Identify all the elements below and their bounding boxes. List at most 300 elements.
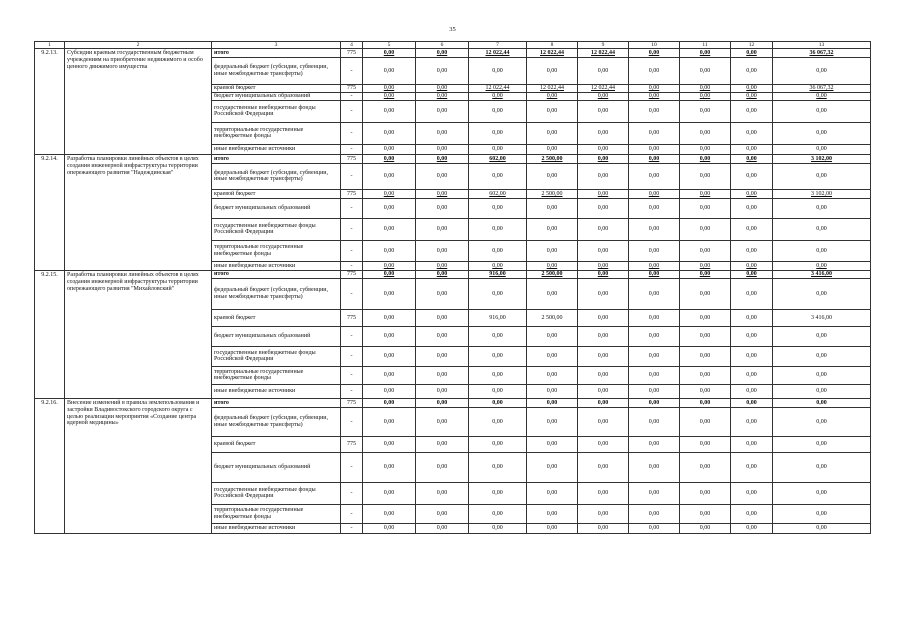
amount-cell: 0,00 [527,346,578,366]
amount-cell: 0,00 [773,58,871,85]
amount-cell: 0,00 [363,218,416,240]
amount-cell: 0,00 [363,398,416,407]
amount-cell: 0,00 [469,100,527,122]
budget-code: 775 [341,189,363,198]
amount-cell: 0,00 [629,163,680,189]
amount-cell: 0,00 [773,523,871,533]
amount-cell: 0,00 [680,218,731,240]
budget-code: - [341,93,363,101]
amount-cell: 0,00 [773,261,871,270]
amount-cell: 0,00 [527,100,578,122]
column-number: 10 [629,42,680,49]
amount-cell: 0,00 [578,523,629,533]
budget-table [34,41,871,534]
amount-cell: 0,00 [680,270,731,278]
amount-cell: 0,00 [363,198,416,218]
amount-cell: 0,00 [416,49,469,58]
funding-source: итого [212,154,341,163]
amount-cell: 0,00 [731,384,773,398]
amount-cell: 0,00 [731,198,773,218]
amount-cell: 0,00 [469,240,527,261]
amount-cell: 0,00 [629,326,680,346]
budget-code: - [341,482,363,504]
amount-cell: 0,00 [469,198,527,218]
funding-source: бюджет муниципальных образований [212,326,341,346]
amount-cell: 0,00 [629,58,680,85]
amount-cell: 0,00 [629,218,680,240]
column-number: 2 [65,42,212,49]
amount-cell: 0,00 [629,366,680,384]
amount-cell: 0,00 [680,482,731,504]
amount-cell: 916,00 [469,270,527,278]
amount-cell: 0,00 [731,93,773,101]
column-number: 12 [731,42,773,49]
amount-cell: 0,00 [416,278,469,309]
amount-cell: 0,00 [469,523,527,533]
amount-cell: 0,00 [578,189,629,198]
amount-cell: 0,00 [416,154,469,163]
amount-cell: 0,00 [680,309,731,326]
table-row [35,49,871,58]
amount-cell: 0,00 [629,504,680,523]
funding-source: иные внебюджетные источники [212,144,341,154]
amount-cell: 0,00 [680,504,731,523]
amount-cell: 0,00 [578,270,629,278]
amount-cell: 0,00 [578,384,629,398]
amount-cell: 0,00 [773,436,871,452]
amount-cell: 0,00 [731,261,773,270]
amount-cell: 0,00 [578,198,629,218]
amount-cell: 0,00 [731,436,773,452]
item-name: Внесение изменений в правила землепользования и застройки Владивостокского городского округа с целью реализации мероприятия «Создание центра ядерной медицины» [65,398,212,533]
amount-cell: 0,00 [731,163,773,189]
amount-cell: 0,00 [416,398,469,407]
amount-cell: 0,00 [363,261,416,270]
amount-cell: 0,00 [773,407,871,436]
amount-cell: 0,00 [731,240,773,261]
amount-cell: 0,00 [469,144,527,154]
amount-cell: 0,00 [578,366,629,384]
budget-code: - [341,504,363,523]
amount-cell: 0,00 [469,278,527,309]
amount-cell: 0,00 [578,346,629,366]
amount-cell: 0,00 [578,278,629,309]
funding-source: государственные внебюджетные фонды Российской Федерации [212,346,341,366]
amount-cell: 0,00 [527,144,578,154]
amount-cell: 0,00 [680,85,731,93]
amount-cell: 2 500,00 [527,154,578,163]
amount-cell: 0,00 [363,100,416,122]
budget-code: 775 [341,309,363,326]
amount-cell: 0,00 [527,482,578,504]
amount-cell: 0,00 [680,163,731,189]
amount-cell: 0,00 [629,49,680,58]
column-number: 7 [469,42,527,49]
amount-cell: 0,00 [680,100,731,122]
amount-cell: 0,00 [629,407,680,436]
amount-cell: 0,00 [363,93,416,101]
amount-cell: 0,00 [629,100,680,122]
amount-cell: 0,00 [416,261,469,270]
amount-cell: 0,00 [578,58,629,85]
table-row [35,398,871,407]
amount-cell: 0,00 [773,366,871,384]
amount-cell: 0,00 [416,309,469,326]
amount-cell: 0,00 [680,261,731,270]
amount-cell: 0,00 [469,504,527,523]
budget-code: 775 [341,85,363,93]
amount-cell: 0,00 [680,189,731,198]
column-number: 1 [35,42,65,49]
column-number: 5 [363,42,416,49]
budget-code: 775 [341,398,363,407]
amount-cell: 0,00 [363,189,416,198]
column-number: 13 [773,42,871,49]
amount-cell: 0,00 [363,85,416,93]
amount-cell: 0,00 [416,93,469,101]
amount-cell: 0,00 [363,49,416,58]
amount-cell: 0,00 [731,452,773,482]
amount-cell: 0,00 [469,58,527,85]
amount-cell: 0,00 [527,436,578,452]
amount-cell: 12 022,44 [469,85,527,93]
amount-cell: 0,00 [773,198,871,218]
amount-cell: 0,00 [469,346,527,366]
amount-cell: 0,00 [629,261,680,270]
amount-cell: 3 416,00 [773,270,871,278]
amount-cell: 0,00 [578,144,629,154]
budget-code: - [341,122,363,144]
amount-cell: 0,00 [629,309,680,326]
item-number: 9.2.15. [35,270,65,398]
amount-cell: 0,00 [680,240,731,261]
table-row [35,270,871,278]
amount-cell: 0,00 [416,198,469,218]
budget-code: 775 [341,154,363,163]
amount-cell: 0,00 [416,85,469,93]
funding-source: иные внебюджетные источники [212,261,341,270]
amount-cell: 0,00 [731,270,773,278]
amount-cell: 0,00 [363,504,416,523]
amount-cell: 0,00 [527,366,578,384]
amount-cell: 0,00 [363,384,416,398]
amount-cell: 0,00 [629,240,680,261]
budget-code: - [341,240,363,261]
amount-cell: 0,00 [773,346,871,366]
budget-code: - [341,452,363,482]
amount-cell: 0,00 [363,452,416,482]
amount-cell: 0,00 [578,398,629,407]
amount-cell: 0,00 [527,198,578,218]
amount-cell: 0,00 [773,452,871,482]
amount-cell: 0,00 [363,346,416,366]
amount-cell: 0,00 [416,504,469,523]
amount-cell: 0,00 [363,240,416,261]
amount-cell: 0,00 [363,326,416,346]
amount-cell: 0,00 [363,407,416,436]
amount-cell: 0,00 [680,407,731,436]
amount-cell: 0,00 [416,122,469,144]
budget-code: - [341,100,363,122]
amount-cell: 0,00 [527,122,578,144]
amount-cell: 0,00 [578,407,629,436]
item-name: Разработка планировки линейных объектов в целях создания инженерной инфраструктуры территории опережающего развития "Михайловский" [65,270,212,398]
amount-cell: 0,00 [416,482,469,504]
amount-cell: 0,00 [578,261,629,270]
funding-source: территориальные государственные внебюджетные фонды [212,504,341,523]
amount-cell: 0,00 [680,49,731,58]
budget-code: 775 [341,270,363,278]
amount-cell: 0,00 [578,309,629,326]
amount-cell: 0,00 [527,58,578,85]
amount-cell: 0,00 [680,58,731,85]
amount-cell: 0,00 [416,100,469,122]
funding-source: государственные внебюджетные фонды Российской Федерации [212,100,341,122]
amount-cell: 0,00 [416,218,469,240]
amount-cell: 0,00 [629,144,680,154]
amount-cell: 0,00 [731,407,773,436]
budget-code: - [341,346,363,366]
amount-cell: 0,00 [363,58,416,85]
amount-cell: 0,00 [629,85,680,93]
budget-code: - [341,326,363,346]
column-number: 4 [341,42,363,49]
amount-cell: 3 102,00 [773,189,871,198]
column-number-row [35,42,871,49]
amount-cell: 0,00 [578,436,629,452]
amount-cell: 0,00 [578,240,629,261]
amount-cell: 602,00 [469,189,527,198]
column-number: 3 [212,42,341,49]
budget-code: - [341,384,363,398]
amount-cell: 0,00 [629,93,680,101]
amount-cell: 0,00 [527,398,578,407]
amount-cell: 0,00 [416,163,469,189]
budget-code: - [341,523,363,533]
amount-cell: 0,00 [680,452,731,482]
amount-cell: 0,00 [680,144,731,154]
budget-code: - [341,278,363,309]
funding-source: территориальные государственные внебюджетные фонды [212,240,341,261]
amount-cell: 0,00 [578,326,629,346]
amount-cell: 0,00 [469,384,527,398]
amount-cell: 0,00 [731,85,773,93]
amount-cell: 0,00 [773,504,871,523]
amount-cell: 0,00 [680,436,731,452]
column-number: 11 [680,42,731,49]
amount-cell: 0,00 [416,523,469,533]
amount-cell: 0,00 [578,218,629,240]
amount-cell: 36 067,32 [773,85,871,93]
funding-source: краевой бюджет [212,85,341,93]
column-number: 6 [416,42,469,49]
amount-cell: 0,00 [416,366,469,384]
amount-cell: 0,00 [731,58,773,85]
amount-cell: 0,00 [416,452,469,482]
item-number: 9.2.16. [35,398,65,533]
amount-cell: 2 500,00 [527,189,578,198]
budget-code: - [341,198,363,218]
budget-code: - [341,144,363,154]
amount-cell: 0,00 [731,154,773,163]
item-number: 9.2.13. [35,49,65,155]
amount-cell: 12 022,44 [578,49,629,58]
amount-cell: 0,00 [527,93,578,101]
amount-cell: 0,00 [527,504,578,523]
amount-cell: 0,00 [629,270,680,278]
amount-cell: 0,00 [578,154,629,163]
amount-cell: 0,00 [527,407,578,436]
amount-cell: 0,00 [527,452,578,482]
amount-cell: 0,00 [731,398,773,407]
amount-cell: 0,00 [773,122,871,144]
budget-code: - [341,58,363,85]
funding-source: итого [212,270,341,278]
amount-cell: 0,00 [629,452,680,482]
funding-source: краевой бюджет [212,436,341,452]
amount-cell: 0,00 [578,163,629,189]
amount-cell: 0,00 [680,523,731,533]
amount-cell: 0,00 [469,482,527,504]
amount-cell: 0,00 [731,482,773,504]
amount-cell: 0,00 [680,326,731,346]
amount-cell: 0,00 [469,218,527,240]
amount-cell: 0,00 [731,100,773,122]
amount-cell: 602,00 [469,154,527,163]
amount-cell: 0,00 [363,436,416,452]
amount-cell: 12 022,44 [527,85,578,93]
funding-source: иные внебюджетные источники [212,384,341,398]
amount-cell: 0,00 [773,398,871,407]
amount-cell: 12 022,44 [469,49,527,58]
amount-cell: 0,00 [773,326,871,346]
amount-cell: 0,00 [629,384,680,398]
amount-cell: 0,00 [731,523,773,533]
amount-cell: 0,00 [629,278,680,309]
amount-cell: 0,00 [731,504,773,523]
amount-cell: 0,00 [731,218,773,240]
funding-source: федеральный бюджет (субсидии, субвенции, иные межбюджетные трансферты) [212,278,341,309]
amount-cell: 0,00 [773,482,871,504]
amount-cell: 0,00 [680,198,731,218]
amount-cell: 0,00 [629,523,680,533]
amount-cell: 36 067,32 [773,49,871,58]
amount-cell: 0,00 [773,240,871,261]
budget-code: - [341,163,363,189]
amount-cell: 0,00 [578,452,629,482]
amount-cell: 0,00 [469,452,527,482]
amount-cell: 0,00 [527,163,578,189]
amount-cell: 0,00 [527,261,578,270]
item-name: Субсидии краевым государственным бюджетным учреждениям на приобретение недвижимого и особо ценного движимого имущества [65,49,212,155]
budget-code: 775 [341,436,363,452]
amount-cell: 0,00 [469,398,527,407]
amount-cell: 0,00 [527,384,578,398]
amount-cell: 0,00 [680,154,731,163]
amount-cell: 0,00 [680,122,731,144]
funding-source: территориальные государственные внебюджетные фонды [212,122,341,144]
amount-cell: 0,00 [527,278,578,309]
amount-cell: 0,00 [469,407,527,436]
amount-cell: 0,00 [416,270,469,278]
amount-cell: 0,00 [416,436,469,452]
amount-cell: 0,00 [731,326,773,346]
amount-cell: 0,00 [731,189,773,198]
amount-cell: 2 500,00 [527,270,578,278]
amount-cell: 0,00 [680,278,731,309]
budget-code: - [341,407,363,436]
amount-cell: 0,00 [629,436,680,452]
amount-cell: 0,00 [416,144,469,154]
amount-cell: 12 022,44 [527,49,578,58]
amount-cell: 12 022,44 [578,85,629,93]
amount-cell: 0,00 [363,154,416,163]
amount-cell: 0,00 [469,122,527,144]
budget-code: - [341,366,363,384]
budget-code: 775 [341,49,363,58]
amount-cell: 0,00 [416,240,469,261]
funding-source: федеральный бюджет (субсидии, субвенции, иные межбюджетные трансферты) [212,58,341,85]
amount-cell: 0,00 [773,144,871,154]
amount-cell: 0,00 [578,122,629,144]
amount-cell: 0,00 [416,189,469,198]
amount-cell: 0,00 [469,261,527,270]
amount-cell: 0,00 [578,482,629,504]
funding-source: государственные внебюджетные фонды Российской Федерации [212,482,341,504]
amount-cell: 0,00 [629,198,680,218]
budget-code: - [341,218,363,240]
amount-cell: 2 500,00 [527,309,578,326]
amount-cell: 0,00 [731,278,773,309]
funding-source: федеральный бюджет (субсидии, субвенции, иные межбюджетные трансферты) [212,163,341,189]
amount-cell: 0,00 [731,346,773,366]
column-number: 9 [578,42,629,49]
amount-cell: 0,00 [578,504,629,523]
amount-cell: 0,00 [680,398,731,407]
amount-cell: 0,00 [527,240,578,261]
amount-cell: 0,00 [416,58,469,85]
funding-source: краевой бюджет [212,189,341,198]
amount-cell: 0,00 [363,482,416,504]
budget-code: - [341,261,363,270]
amount-cell: 0,00 [773,163,871,189]
funding-source: краевой бюджет [212,309,341,326]
amount-cell: 3 416,00 [773,309,871,326]
amount-cell: 0,00 [469,163,527,189]
amount-cell: 0,00 [363,309,416,326]
table-row [35,154,871,163]
amount-cell: 0,00 [680,93,731,101]
funding-source: бюджет муниципальных образований [212,452,341,482]
amount-cell: 0,00 [363,122,416,144]
amount-cell: 0,00 [680,384,731,398]
amount-cell: 0,00 [773,278,871,309]
amount-cell: 0,00 [469,326,527,346]
funding-source: иные внебюджетные источники [212,523,341,533]
amount-cell: 0,00 [731,309,773,326]
amount-cell: 916,00 [469,309,527,326]
amount-cell: 0,00 [629,482,680,504]
funding-source: итого [212,49,341,58]
amount-cell: 0,00 [773,384,871,398]
page-number: 35 [449,26,456,33]
amount-cell: 0,00 [629,189,680,198]
amount-cell: 0,00 [469,436,527,452]
column-number: 8 [527,42,578,49]
amount-cell: 0,00 [578,93,629,101]
amount-cell: 0,00 [773,218,871,240]
amount-cell: 0,00 [629,346,680,366]
